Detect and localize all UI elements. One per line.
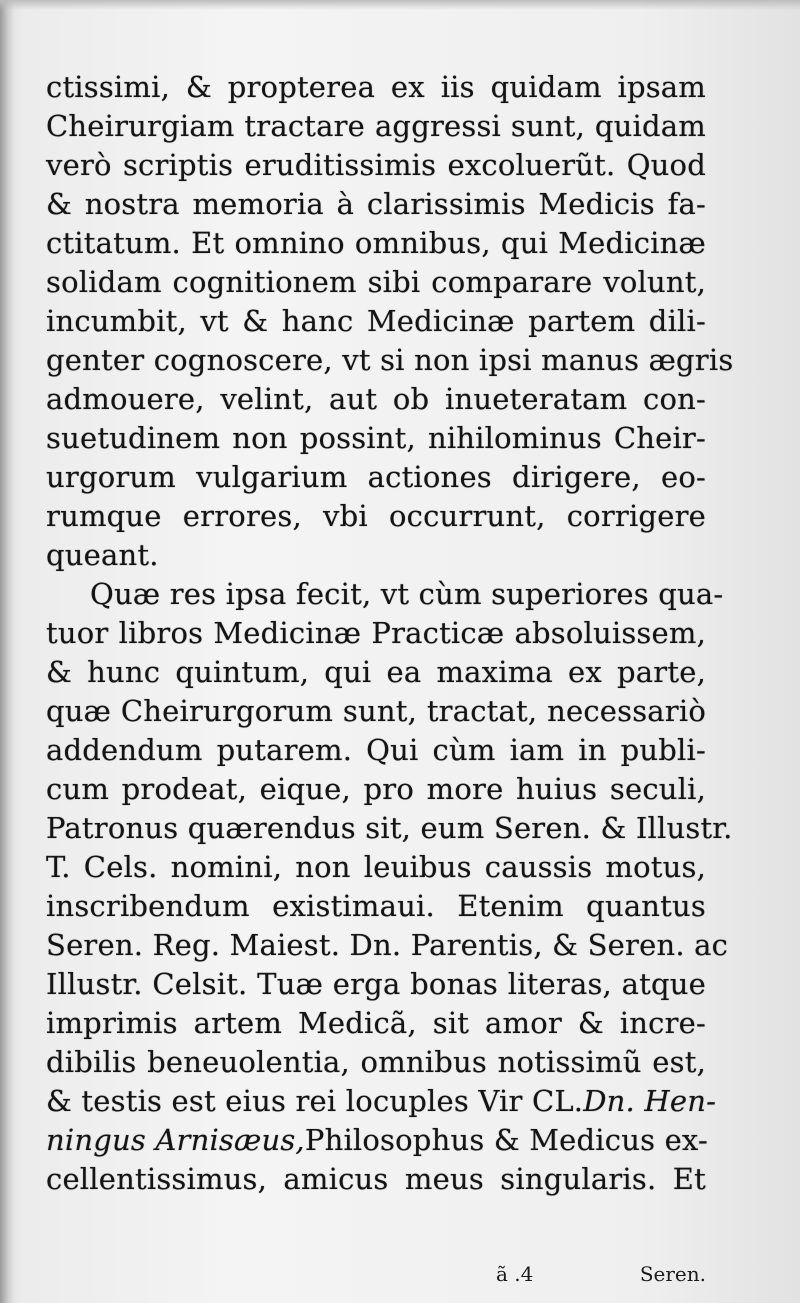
paragraph-start-line: Quæ res ipsa fecit, vt cùm superiores qua-: [90, 577, 724, 611]
text-line: quæ Cheirurgorum sunt, tractat, necessariò: [46, 694, 706, 728]
body-text: [46, 68, 734, 1199]
text-line: [46, 1082, 717, 1121]
text-line: cellentissimus, amicus meus singularis. Et: [46, 1162, 706, 1196]
text-line: admouere, velint, aut ob inueteratam con-: [46, 382, 706, 416]
text-line: genter cognoscere, vt si non ipsi manus ægris: [46, 343, 734, 377]
text-line: T. Cels. nomini, non leuibus caussis motus,: [46, 850, 706, 884]
italic-name-part: Dn. Hen-: [583, 1084, 717, 1118]
text-line: Illustr. Celsit. Tuæ erga bonas literas, atque: [46, 967, 706, 1001]
signature-mark: ã .4: [496, 1262, 534, 1286]
text-line: Cheirurgiam tractare aggressi sunt, quidam: [46, 109, 706, 143]
text-line: Patronus quærendus sit, eum Seren. & Illustr.: [46, 811, 733, 845]
text-line: urgorum vulgarium actiones dirigere, eo-: [46, 460, 706, 494]
text-line: inscribendum existimaui. Etenim quantus: [46, 889, 706, 923]
text-line: [46, 1121, 706, 1160]
page-footer: [46, 1262, 706, 1292]
text-line-roman: Philosophus & Medicus ex-: [304, 1123, 708, 1157]
text-line: & nostra memoria à clarissimis Medicis fa-: [46, 187, 706, 221]
text-line: solidam cognitionem sibi comparare volunt,: [46, 265, 706, 299]
text-line: ctitatum. Et omnino omnibus, qui Medicinæ: [46, 226, 706, 260]
italic-name: ningus Arnisæus,: [46, 1123, 305, 1157]
text-line: tuor libros Medicinæ Practicæ absoluissem,: [46, 616, 706, 650]
text-line: verò scriptis eruditissimis excoluerũt. Quod: [46, 148, 706, 182]
text-line: addendum putarem. Qui cùm iam in publi-: [46, 733, 706, 767]
text-line: dibilis beneuolentia, omnibus notissimũ est,: [46, 1045, 706, 1079]
top-edge-shadow: [0, 0, 800, 10]
text-line: ctissimi, & propterea ex iis quidam ipsam: [46, 70, 706, 104]
text-line: & hunc quintum, qui ea maxima ex parte,: [46, 655, 706, 689]
text-line: queant.: [46, 538, 159, 572]
text-line: cum prodeat, eique, pro more huius seculi,: [46, 772, 706, 806]
text-line-roman: & testis est eius rei locuples Vir CL.: [46, 1084, 584, 1118]
catchword: Seren.: [639, 1262, 706, 1286]
text-line: imprimis artem Medicã, sit amor & incre-: [46, 1006, 706, 1040]
gutter-shadow: [0, 0, 14, 1303]
text-line: suetudinem non possint, nihilominus Cheir-: [46, 421, 706, 455]
text-line: rumque errores, vbi occurrunt, corrigere: [46, 499, 706, 533]
text-line: Seren. Reg. Maiest. Dn. Parentis, & Seren. ac: [46, 928, 729, 962]
text-line: incumbit, vt & hanc Medicinæ partem dili-: [46, 304, 706, 338]
